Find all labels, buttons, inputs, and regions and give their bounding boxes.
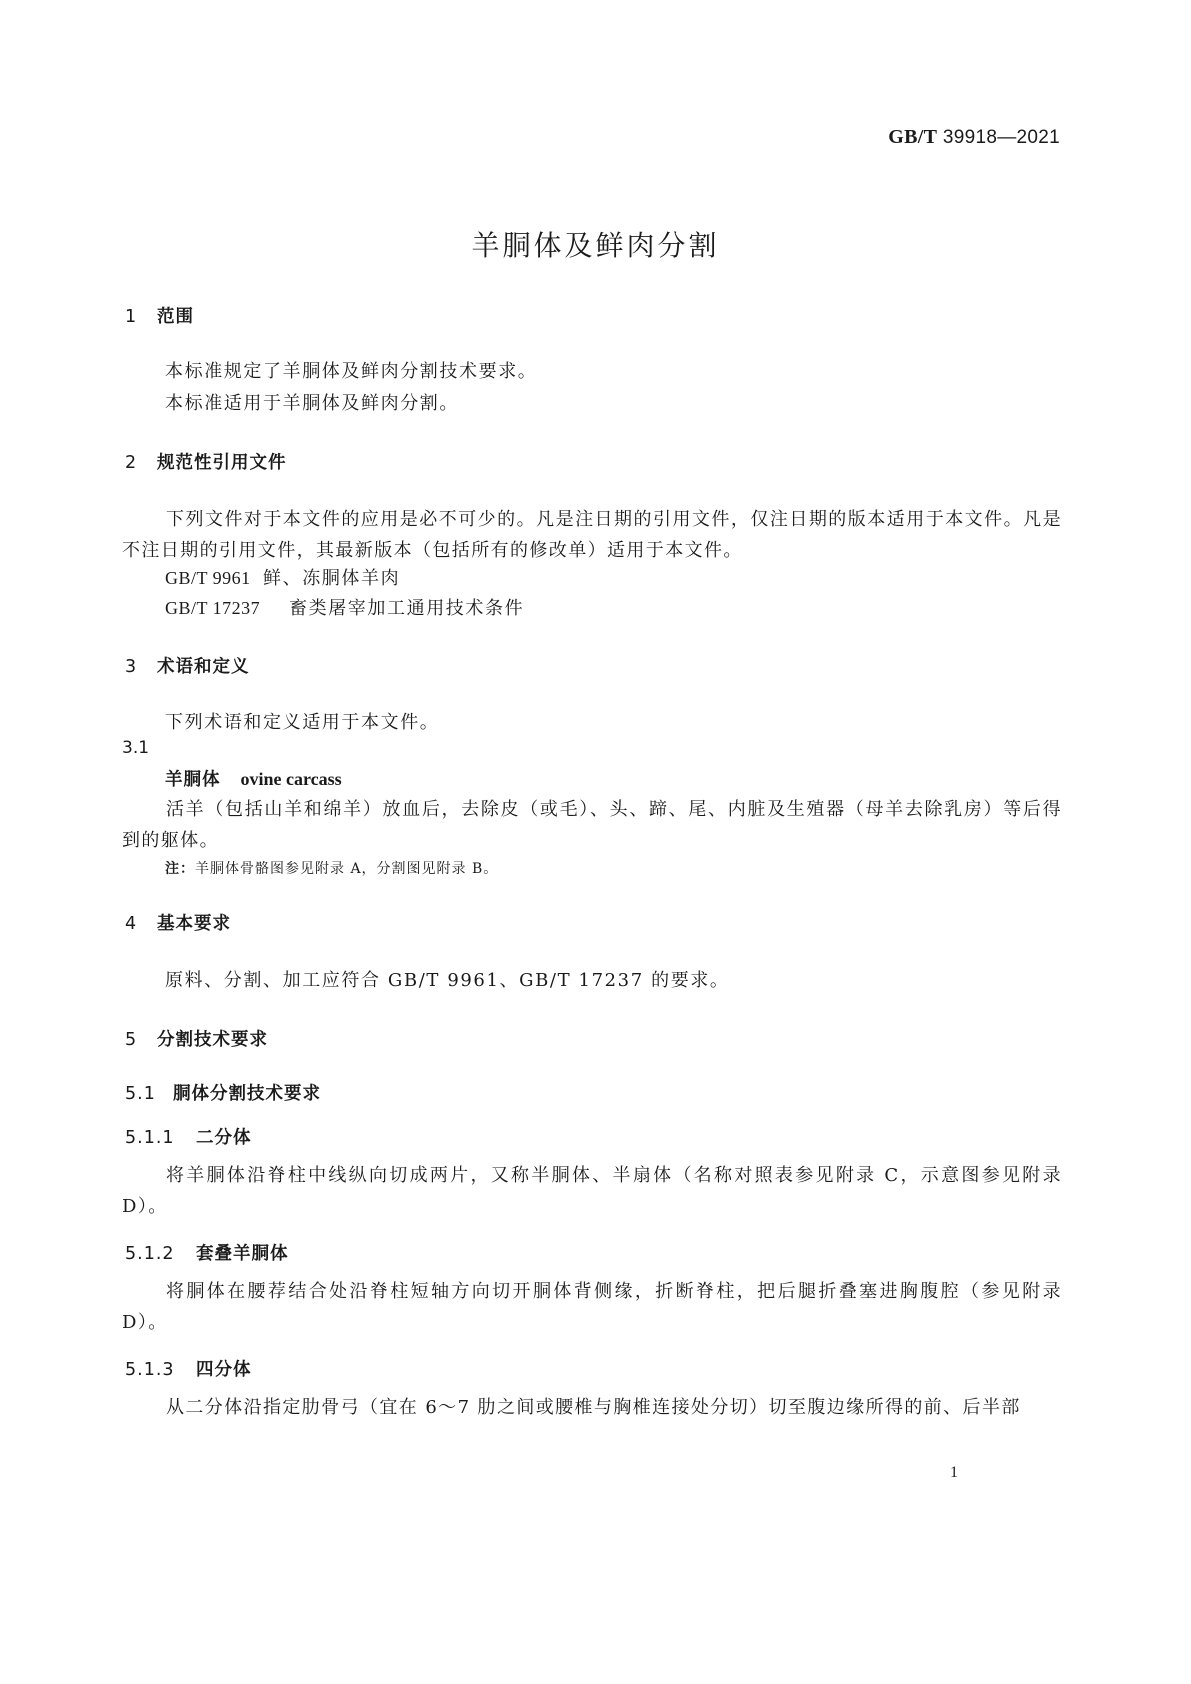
reference-code: GB/T 17237 (165, 598, 261, 618)
section-number: 5.1.3 (125, 1360, 175, 1380)
section-title: 范围 (157, 307, 194, 327)
section-1-heading (125, 303, 194, 328)
section-5-1-2-heading (125, 1240, 289, 1265)
section-3-heading (125, 653, 250, 678)
reference-name: 畜类屠宰加工通用技术条件 (289, 598, 525, 619)
section-2-heading (125, 449, 287, 474)
standard-number: 39918—2021 (942, 127, 1060, 148)
paragraph: 原料、分割、加工应符合 GB/T 9961、GB/T 17237 的要求。 (165, 970, 730, 991)
section-5-heading (125, 1026, 268, 1051)
section-title: 基本要求 (157, 914, 231, 934)
document-title: 羊胴体及鲜肉分割 (471, 229, 720, 262)
note (165, 858, 498, 878)
section-number: 4 (125, 914, 138, 934)
reference-name: 鲜、冻胴体羊肉 (263, 568, 401, 589)
page-number: 1 (950, 1464, 958, 1481)
section-number: 5.1 (125, 1084, 156, 1104)
section-title: 套叠羊胴体 (196, 1244, 289, 1264)
reference-item (165, 564, 400, 590)
section-title: 胴体分割技术要求 (173, 1084, 321, 1104)
section-title: 规范性引用文件 (157, 453, 287, 473)
paragraph: 下列文件对于本文件的应用是必不可少的。凡是注日期的引用文件，仅注日期的版本适用于本文件。凡是不注日期的引用文件，其最新版本（包括所有的修改单）适用于本文件。 (122, 509, 1062, 561)
section-title: 四分体 (196, 1360, 252, 1380)
note-text: 羊胴体骨骼图参见附录 A，分割图见附录 B。 (195, 861, 499, 877)
section-number: 5.1.1 (125, 1128, 175, 1148)
section-5-1-1-heading (125, 1124, 252, 1149)
term-definition: 活羊（包括山羊和绵羊）放血后，去除皮（或毛）、头、蹄、尾、内脏及生殖器（母羊去除乳房）等后得到的躯体。 (122, 799, 1062, 851)
standard-prefix: GB/T (888, 126, 938, 148)
section-4-heading (125, 910, 231, 935)
section-title: 二分体 (196, 1128, 252, 1148)
paragraph: 从二分体沿指定肋骨弓（宜在 6～7 肋之间或腰椎与胸椎连接处分切）切至腹边缘所得的前、后半部 (166, 1397, 1021, 1418)
term-number: 3.1 (122, 738, 150, 758)
section-5-1-heading (125, 1080, 321, 1105)
paragraph: 本标准规定了羊胴体及鲜肉分割技术要求。 (165, 361, 538, 382)
section-5-1-3-heading (125, 1356, 252, 1381)
section-number: 3 (125, 657, 138, 677)
note-label: 注： (165, 861, 195, 877)
section-number: 1 (125, 307, 138, 327)
section-number: 5 (125, 1030, 138, 1050)
paragraph: 将胴体在腰荐结合处沿脊柱短轴方向切开胴体背侧缘，折断脊柱，把后腿折叠塞进胸腹腔（参见附录 D）。 (122, 1281, 1062, 1333)
standard-code (860, 126, 1060, 149)
reference-item (165, 594, 524, 620)
term-english: ovine carcass (240, 769, 342, 789)
paragraph: 本标准适用于羊胴体及鲜肉分割。 (165, 393, 459, 414)
term-chinese: 羊胴体 (165, 770, 221, 790)
paragraph: 下列术语和定义适用于本文件。 (165, 712, 440, 733)
reference-code: GB/T 9961 (165, 568, 251, 588)
section-title: 分割技术要求 (157, 1030, 268, 1050)
section-number: 2 (125, 453, 138, 473)
paragraph: 将羊胴体沿脊柱中线纵向切成两片，又称半胴体、半扇体（名称对照表参见附录 C，示意图参见附录 D）。 (122, 1165, 1062, 1217)
section-number: 5.1.2 (125, 1244, 175, 1264)
term-entry (165, 766, 342, 791)
section-title: 术语和定义 (157, 657, 250, 677)
